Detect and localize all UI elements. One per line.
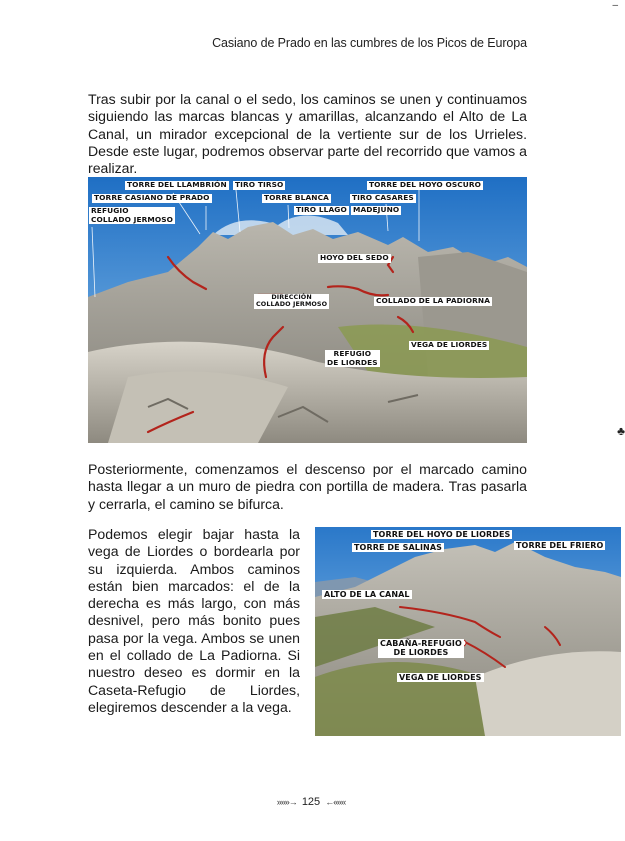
label-refugio-collado-jermoso [89, 207, 175, 224]
photo-2-illustration [315, 527, 621, 736]
label-direccion-collado-jermoso [254, 294, 329, 309]
label-refugio-de-liordes [325, 350, 380, 367]
paragraph-route-options: Podemos elegir bajar hasta la vega de Liordes o bordearla por su izquierda. Ambos caminos están bien marcados: el de la derecha es más largo, con más desnivel, pero más bonito pues pasa por la vega. Ambos se unen en el collado de La Padiorna. Si nuestro deseo es dormir en la Caseta-Refugio de Liordes, elegiremos descender a la vega. [88, 526, 300, 715]
label-alto-de-la-canal: ALTO DE LA CANAL [324, 590, 410, 599]
label-torre-blanca: TORRE BLANCA [264, 193, 329, 202]
paragraph-descent: Posteriormente, comenzamos el descenso por el marcado camino hasta llegar a un muro de piedra con portilla de madera. Tras pasarla y cerrarla, el camino se bifurca. [88, 461, 527, 512]
label-cabana-line1: CABAÑA-REFUGIO [380, 639, 462, 648]
label-tiro-casares: TIRO CASARES [352, 193, 414, 202]
label-refugio-jermoso-line1: REFUGIO [91, 206, 129, 215]
edge-crop-mark: ♣ [617, 424, 625, 438]
label-refugio-liordes-line1: REFUGIO [333, 349, 372, 358]
label-cabana-refugio-de-liordes [378, 639, 464, 658]
photo-alto-de-la-canal [88, 177, 527, 443]
label-direccion-line1: DIRECCIÓN [271, 293, 312, 301]
page-number: 125 [301, 796, 321, 808]
footer-ornament-left: »»»→ [276, 797, 297, 807]
label-madejuno: MADEJUNO [353, 205, 400, 214]
label-refugio-liordes-line2: DE LIORDES [327, 357, 378, 367]
label-torre-hoyo-oscuro: TORRE DEL HOYO OSCURO [369, 180, 482, 189]
label-cabana-line2: DE LIORDES [393, 648, 449, 658]
photo-vega-de-liordes [315, 527, 621, 736]
label-torre-hoyo-de-liordes: TORRE DEL HOYO DE LIORDES [373, 530, 511, 539]
label-tiro-tirso: TIRO TIRSO [235, 180, 284, 189]
corner-crop-mark: – [612, 0, 618, 11]
label-torre-del-friero: TORRE DEL FRIERO [516, 541, 604, 550]
page-footer [0, 796, 622, 808]
label-torre-casiano-de-prado: TORRE CASIANO DE PRADO [94, 193, 210, 202]
running-header: Casiano de Prado en las cumbres de los Picos de Europa [212, 36, 527, 50]
label-torre-llambrion: TORRE DEL LLAMBRIÓN [127, 180, 227, 189]
label-direccion-line2: COLLADO JERMOSO [256, 300, 328, 309]
label-collado-de-la-padiorna: COLLADO DE LA PADIORNA [376, 296, 491, 305]
footer-ornament-right: ←««« [325, 797, 346, 807]
label-tiro-llago: TIRO LLAGO [296, 205, 347, 214]
label-vega-de-liordes: VEGA DE LIORDES [411, 340, 488, 349]
label-hoyo-del-sedo: HOYO DEL SEDO [320, 253, 389, 262]
label-vega-de-liordes-2: VEGA DE LIORDES [399, 673, 482, 682]
label-torre-de-salinas: TORRE DE SALINAS [354, 543, 442, 552]
label-refugio-jermoso-line2: COLLADO JERMOSO [91, 214, 174, 224]
paragraph-intro: Tras subir por la canal o el sedo, los caminos se unen y continuamos siguiendo las marcas blancas y amarillas, alcanzando el Alto de La Canal, un mirador excepcional de la vertiente sur de los Urrieles. Desde este lugar, podremos observar parte del recorrido que vamos a realizar. [88, 91, 527, 177]
